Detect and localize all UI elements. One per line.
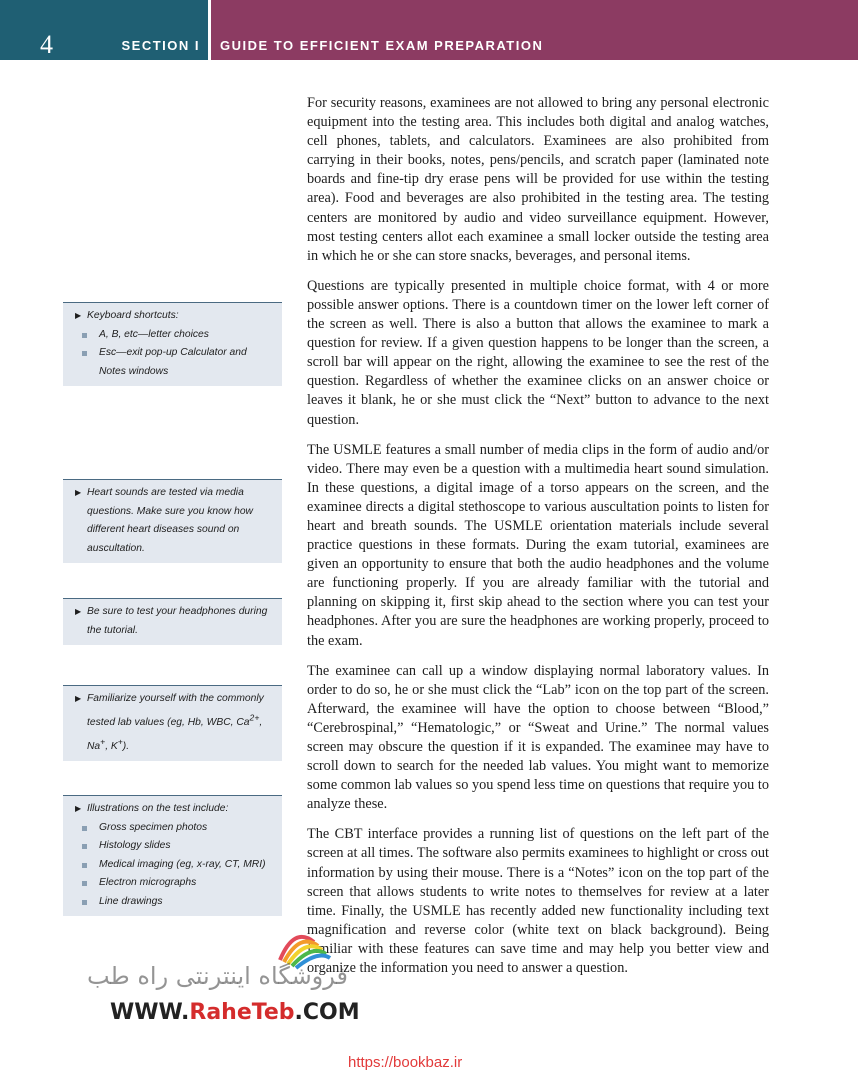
square-bullet-icon (82, 826, 87, 831)
page-number: 4 (40, 30, 53, 59)
sidebar-list (75, 819, 274, 912)
sidebar-heading: Keyboard shortcuts: (87, 310, 179, 321)
paragraph-lab-values: The examinee can call up a window displaying normal laboratory values. In order to do so, he or she must click the “Lab” icon on the top part of the screen. Afterward, the examinee will have the option to choose between “Blood,” “Cerebrospinal,” “Hematologic,” or “Sweat and Urine.” The normal values screen may obscure the question if it is expanded. The examinee may have to scroll down to search for the needed lab values. You might want to memorize some common lab values so you spend less time on questions that require you to analyze these. (307, 662, 769, 813)
sidebar-keyboard-shortcuts (63, 302, 282, 386)
sidebar-text: Heart sounds are tested via media questions. Make sure you know how different heart diseases sound on auscultation. (87, 487, 253, 554)
paragraph-security: For security reasons, examinees are not allowed to bring any personal electronic equipment into the testing area. This includes both digital and analog watches, cell phones, tablets, and calculators. Examinees are also prohibited from carrying in their books, notes, pens/pencils, and scratch paper (laminated note boards and fine-tip dry erase pens will be provided for use within the testing area). Food and beverages are also prohibited in the testing area. The testing centers are monitored by audio and video surveillance equipment. However, most testing centers allot each examinee a small locker outside the testing area in which he or she can store snacks, beverages, and personal items. (307, 95, 769, 264)
triangle-bullet-icon: ▶ (75, 311, 82, 320)
paragraph-cbt-interface: The CBT interface provides a running list of questions on the left part of the screen at all times. The software also permits examinees to highlight or cross out information by using their mouse. There is a “Notes” icon on the top part of the screen that allows students to write notes to themselves for review at a later time. Finally, the USMLE has recently added new functionality including text magnification and reverse color (white text on black background). Being familiar with these features can save time and may help you better view and organize the information you need to answer a question. (307, 826, 769, 977)
list-item: Gross specimen photos (75, 819, 274, 838)
triangle-bullet-icon: ▶ (75, 488, 82, 497)
triangle-bullet-icon: ▶ (75, 804, 82, 813)
sidebar-headphones (63, 598, 282, 645)
square-bullet-icon (82, 900, 87, 905)
sidebar-heading: Illustrations on the test include: (87, 803, 229, 814)
list-item: A, B, etc—letter choices (75, 326, 274, 345)
watermark-url-link[interactable]: https://bookbaz.ir (348, 1054, 463, 1071)
sidebar-list (75, 326, 274, 382)
sidebar-heart-sounds (63, 479, 282, 563)
watermark-site[interactable]: WWW.RaheTeb.COM (110, 1000, 360, 1025)
triangle-bullet-icon: ▶ (75, 694, 82, 703)
sidebar-text: Be sure to test your headphones during the tutorial. (87, 606, 268, 636)
main-text-column (307, 94, 769, 989)
paragraph-media-clips: The USMLE features a small number of media clips in the form of audio and/or video. There may even be a question with a multimedia heart sound simulation. In these questions, a digital image of a torso appears on the screen, and the examinee directs a digital stethoscope to various auscultation points to listen for heart and breath sounds. The USMLE orientation materials include several practice questions in these formats. During the exam tutorial, examinees are given an opportunity to ensure that both the audio headphones and the volume are functioning properly. If you are already familiar with the tutorial and planning on skipping it, first skip ahead to the section where you can test your headphones. After you are sure the headphones are working properly, proceed to the exam. (307, 441, 769, 649)
watermark-persian-text: فروشگاه اینترنتی راه طب (87, 962, 348, 990)
sidebar-lab-values (63, 685, 282, 761)
square-bullet-icon (82, 881, 87, 886)
square-bullet-icon (82, 351, 87, 356)
header-left-band (0, 0, 208, 60)
paragraph-question-format: Questions are typically presented in multiple choice format, with 4 or more possible answer options. There is a countdown timer on the lower left corner of the screen as well. There is also a button that allows the examinee to mark a question for review. If a given question happens to be longer than the screen, a scroll bar will appear on the right, allowing the examinee to see the rest of the question. Regardless of whether the examinee clicks on an answer choice or leaves it blank, he or she must click the “Next” button to advance to the next question. (307, 277, 769, 428)
section-label: SECTION I (121, 38, 200, 53)
triangle-bullet-icon: ▶ (75, 607, 82, 616)
square-bullet-icon (82, 863, 87, 868)
sidebar-text: Familiarize yourself with the commonly tested lab values (eg, Hb, WBC, $Ca^{2+}$, Na+, K+). (87, 693, 264, 752)
square-bullet-icon (82, 844, 87, 849)
chapter-title: GUIDE TO EFFICIENT EXAM PREPARATION (220, 38, 544, 53)
header-right-band (211, 0, 858, 60)
list-item: Histology slides (75, 837, 274, 856)
list-item: Electron micrographs (75, 874, 274, 893)
square-bullet-icon (82, 333, 87, 338)
sidebar-illustrations (63, 795, 282, 916)
list-item: Line drawings (75, 893, 274, 912)
list-item: Medical imaging (eg, x-ray, CT, MRI) (75, 856, 274, 875)
list-item: Esc—exit pop-up Calculator and Notes windows (75, 344, 274, 381)
